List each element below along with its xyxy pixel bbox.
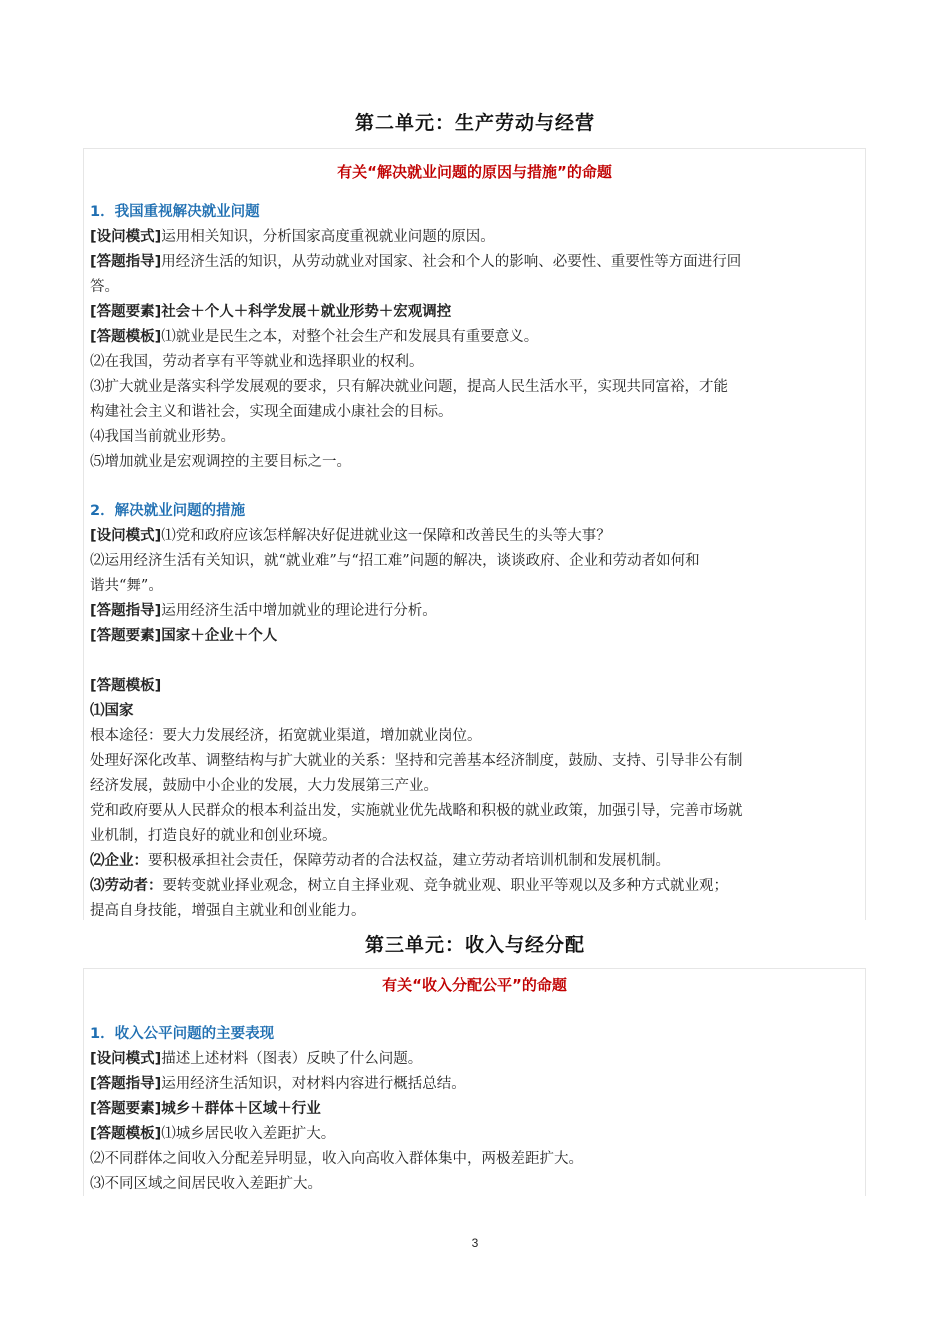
template-label: [答题模板] [90, 678, 162, 694]
laborer-row [90, 874, 859, 899]
row-text: ⑴就业是民生之本，对整个社会生产和发展具有重要意义。 [161, 329, 539, 345]
page-number: 3 [471, 1236, 479, 1250]
tag-label: [答题指导] [90, 254, 162, 270]
template-item-cont: 构建社会主义和谐社会，实现全面建成小康社会的目标。 [90, 404, 453, 420]
guide-row [90, 1072, 859, 1097]
template-item: 根本途径：要大力发展经济，拓宽就业渠道，增加就业岗位。 [90, 728, 482, 744]
enterprise-label: ⑵企业： [90, 853, 148, 869]
template-item: ⑷我国当前就业形势。 [90, 429, 235, 445]
tag-label: [答题指导] [90, 603, 162, 619]
elements-row [90, 624, 859, 649]
guide-row [90, 599, 859, 624]
guide-row [90, 250, 859, 275]
template-row [90, 1122, 859, 1147]
row-text: ⑴城乡居民收入差距扩大。 [161, 1126, 336, 1142]
template-item: ⑸增加就业是宏观调控的主要目标之一。 [90, 454, 351, 470]
section-heading: 1．我国重视解决就业问题 [90, 204, 260, 220]
question-mode-row [90, 225, 859, 250]
tag-label: [答题模板] [90, 1126, 162, 1142]
unit-3-box-title: 有关“收入分配公平”的命题 [382, 976, 567, 994]
row-text: 描述上述材料（图表）反映了什么问题。 [161, 1051, 423, 1067]
tag-label: [答题要素] [90, 304, 162, 320]
tag-label: [答题要素] [90, 1101, 162, 1117]
unit-2-box [83, 148, 866, 920]
laborer-label: ⑶劳动者： [90, 878, 163, 894]
tag-label: [设问模式] [90, 229, 162, 245]
row-text: 要转变就业择业观念，树立自主择业观、竞争就业观、职业平等观以及多种方式就业观； [162, 878, 728, 894]
template-item-cont: 业机制，打造良好的就业和创业环境。 [90, 828, 337, 844]
tag-label: [设问模式] [90, 528, 162, 544]
template-item-cont: 经济发展，鼓励中小企业的发展，大力发展第三产业。 [90, 778, 438, 794]
template-item: 党和政府要从人民群众的根本利益出发，实施就业优先战略和积极的就业政策，加强引导，完善市场就 [90, 803, 743, 819]
template-item: ⑵在我国，劳动者享有平等就业和选择职业的权利。 [90, 354, 424, 370]
elements-row [90, 1097, 859, 1122]
template-item: ⑶不同区域之间居民收入差距扩大。 [90, 1176, 322, 1192]
laborer-row-cont: 提高自身技能，增强自主就业和创业能力。 [90, 903, 366, 919]
section-heading: 1．收入公平问题的主要表现 [90, 1026, 275, 1042]
question-mode-row [90, 1047, 859, 1072]
row-text: 运用经济生活中增加就业的理论进行分析。 [161, 603, 437, 619]
guide-row-cont: 答。 [90, 279, 119, 295]
tag-label: [答题要素] [90, 628, 162, 644]
unit-3-title: 第三单元：收入与经分配 [364, 934, 585, 956]
unit-3-box [83, 968, 866, 1196]
tag-label: [答题模板] [90, 329, 162, 345]
section-heading: 2．解决就业问题的措施 [90, 503, 246, 519]
row-text: 运用经济生活知识，对材料内容进行概括总结。 [161, 1076, 466, 1092]
question-item-cont: 谐共“舞”。 [90, 578, 163, 594]
row-text: 用经济生活的知识，从劳动就业对国家、社会和个人的影响、必要性、重要性等方面进行回 [161, 254, 742, 270]
tag-label: [设问模式] [90, 1051, 162, 1067]
elements-row [90, 300, 859, 325]
unit-2-box-title: 有关“解决就业问题的原因与措施”的命题 [337, 163, 612, 181]
tag-label: [答题指导] [90, 1076, 162, 1092]
row-text: 城乡＋群体＋区域＋行业 [161, 1101, 321, 1117]
row-text: ⑴党和政府应该怎样解决好促进就业这一保障和改善民生的头等大事？ [161, 528, 611, 544]
unit-2-title: 第二单元：生产劳动与经营 [354, 112, 595, 134]
row-text: 社会＋个人＋科学发展＋就业形势＋宏观调控 [161, 304, 452, 320]
row-text: 国家＋企业＋个人 [161, 628, 278, 644]
template-item: 处理好深化改革、调整结构与扩大就业的关系：坚持和完善基本经济制度，鼓励、支持、引导非公有制 [90, 753, 743, 769]
template-row [90, 325, 859, 350]
state-label: ⑴国家 [90, 703, 134, 719]
template-item: ⑶扩大就业是落实科学发展观的要求，只有解决就业问题，提高人民生活水平，实现共同富裕，才能 [90, 379, 728, 395]
row-text: 运用相关知识，分析国家高度重视就业问题的原因。 [161, 229, 495, 245]
question-mode-row [90, 524, 859, 549]
question-item: ⑵运用经济生活有关知识，就“就业难”与“招工难”问题的解决，谈谈政府、企业和劳动者如何和 [90, 553, 700, 569]
row-text: 要积极承担社会责任，保障劳动者的合法权益，建立劳动者培训机制和发展机制。 [148, 853, 670, 869]
template-item: ⑵不同群体之间收入分配差异明显，收入向高收入群体集中，两极差距扩大。 [90, 1151, 583, 1167]
enterprise-row [90, 849, 859, 874]
